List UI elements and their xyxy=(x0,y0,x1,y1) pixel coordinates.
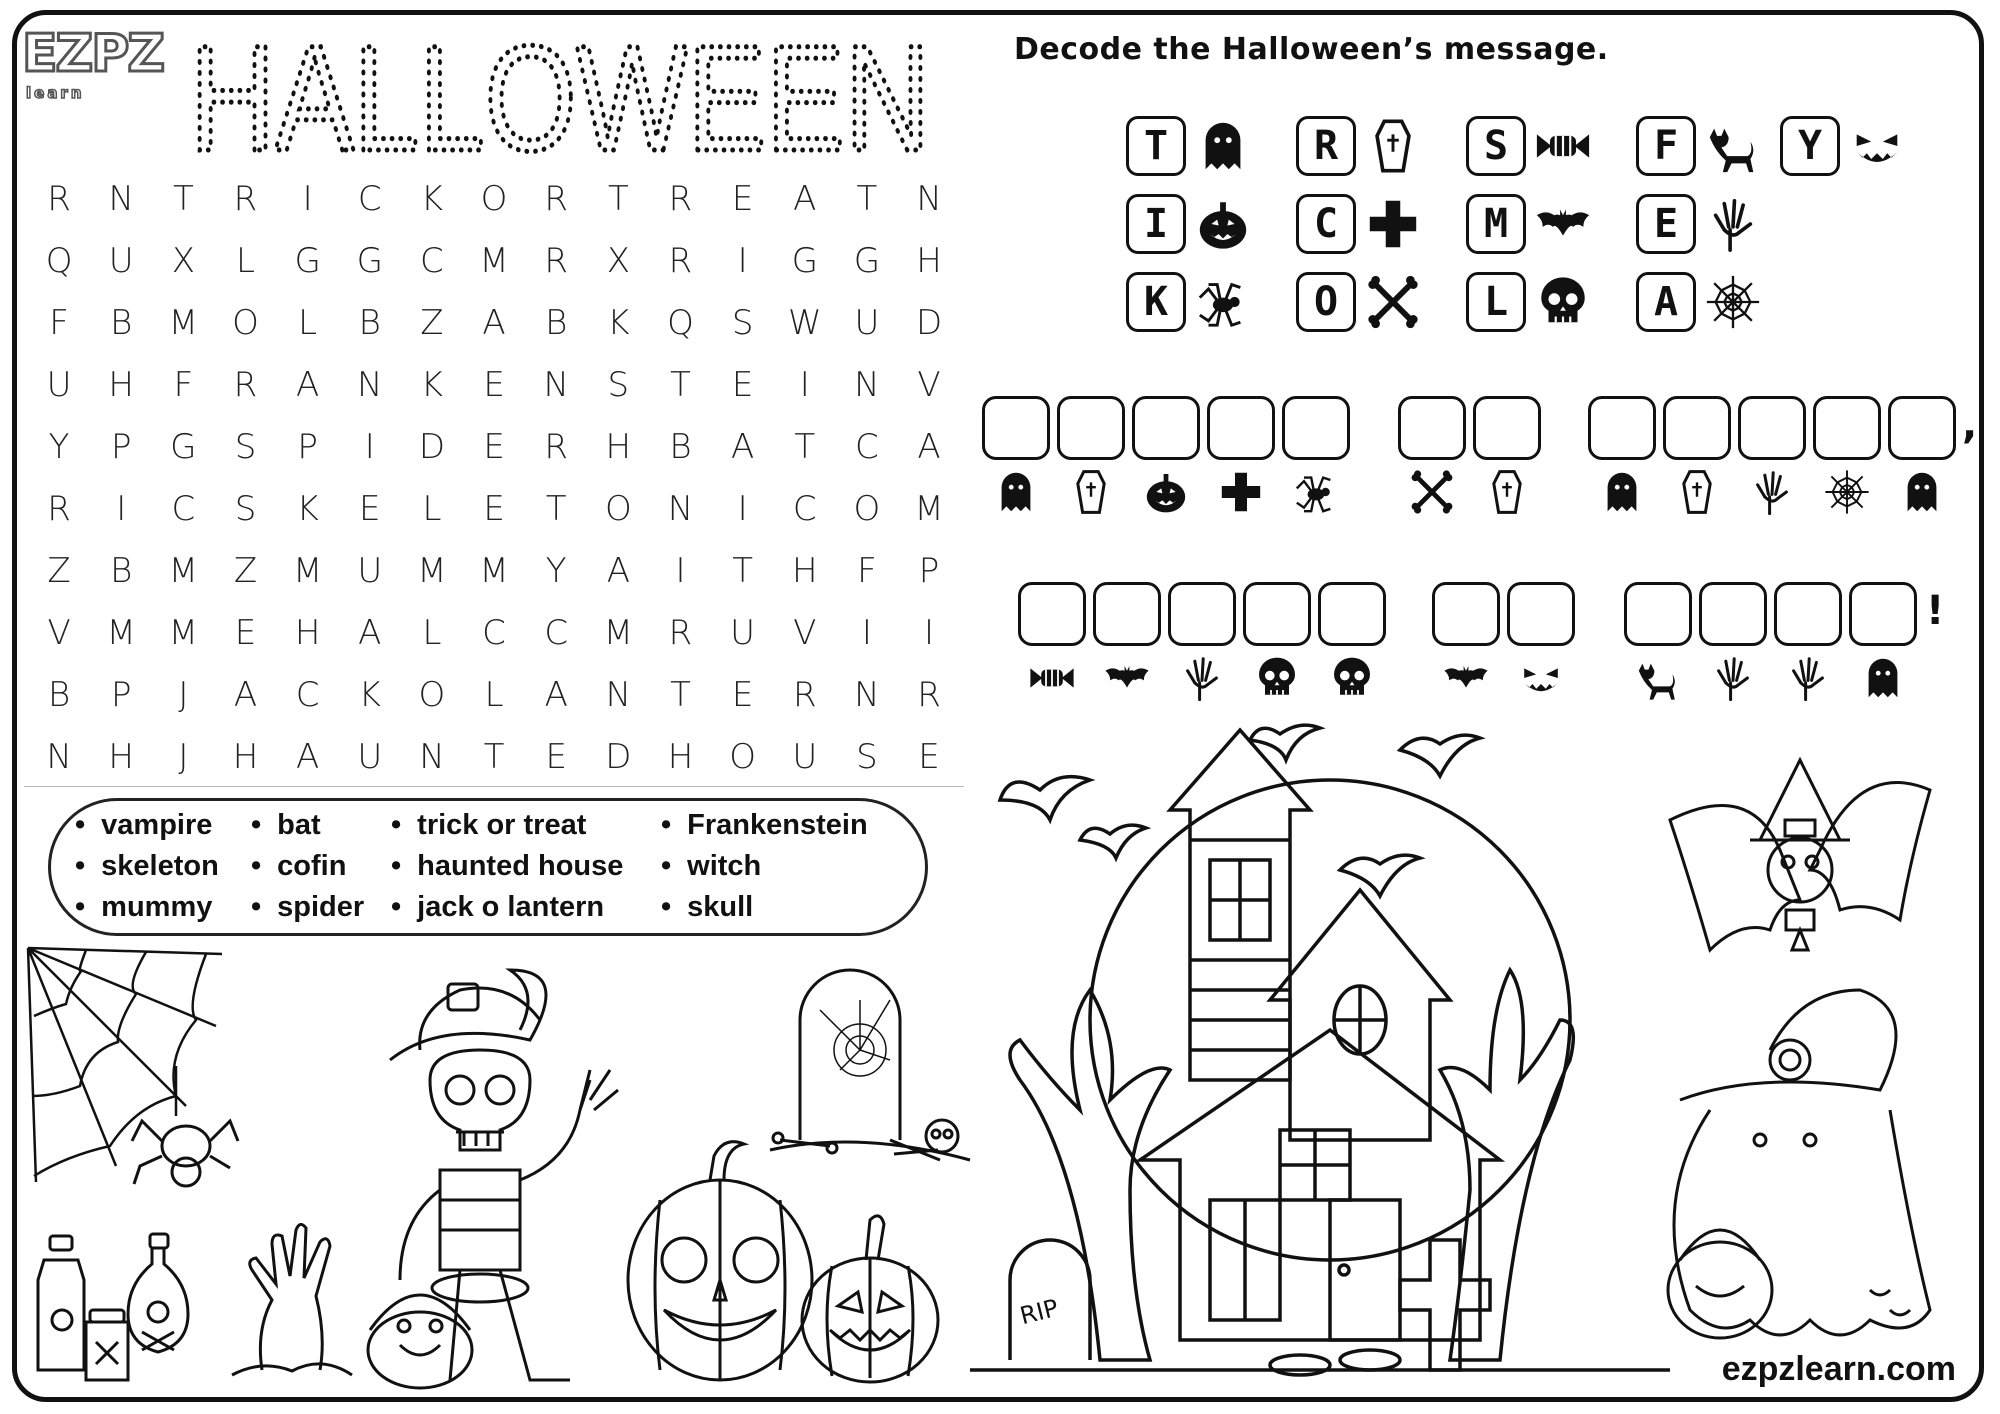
grid-letter[interactable]: M xyxy=(106,613,136,653)
candy-icon xyxy=(1028,654,1076,702)
grid-letter[interactable]: X xyxy=(171,241,195,281)
key-entry xyxy=(1126,272,1252,332)
grid-letter[interactable]: L xyxy=(484,675,504,715)
grid-letter[interactable]: E xyxy=(483,489,505,529)
grid-letter[interactable]: I xyxy=(675,551,686,591)
grid-letter[interactable]: I xyxy=(861,613,872,653)
grid-letter[interactable]: R xyxy=(47,179,71,219)
grid-letter[interactable]: Z xyxy=(47,551,71,591)
key-entry xyxy=(1466,194,1592,254)
grid-letter[interactable]: I xyxy=(737,241,748,281)
grid-letter[interactable]: L xyxy=(422,613,442,653)
grid-letter[interactable]: R xyxy=(544,179,568,219)
message-punctuation: ! xyxy=(1926,588,1945,634)
answer-box[interactable] xyxy=(1282,396,1350,460)
answer-box[interactable] xyxy=(1132,396,1200,460)
grid-letter[interactable]: H xyxy=(667,737,694,777)
key-letter: O xyxy=(1296,272,1356,332)
key-letter: S xyxy=(1466,116,1526,176)
key-letter: Y xyxy=(1780,116,1840,176)
grid-letter[interactable]: D xyxy=(915,303,943,343)
answer-box[interactable] xyxy=(1813,396,1881,460)
grid-letter[interactable]: N xyxy=(916,179,942,219)
grid-letter[interactable]: U xyxy=(357,551,383,591)
grid-letter[interactable]: L xyxy=(298,303,318,343)
grid-letter[interactable]: H xyxy=(916,241,942,281)
key-letter: T xyxy=(1126,116,1186,176)
word-bank-item: • Frankenstein xyxy=(661,809,868,842)
grid-letter[interactable]: U xyxy=(730,613,756,653)
grid-letter[interactable]: A xyxy=(793,179,817,219)
answer-box[interactable] xyxy=(1588,396,1656,460)
grid-letter[interactable]: Y xyxy=(545,551,567,591)
grid-letter[interactable]: E xyxy=(483,365,505,405)
answer-box[interactable] xyxy=(1624,582,1692,646)
answer-box[interactable] xyxy=(1699,582,1767,646)
coffin-icon xyxy=(1067,468,1115,516)
grid-letter[interactable]: R xyxy=(544,241,568,281)
key-entry xyxy=(1126,194,1252,254)
grid-letter[interactable]: U xyxy=(46,365,72,405)
logo-top-text: EZPZ xyxy=(22,24,164,84)
skeleton-hand-icon xyxy=(1784,654,1832,702)
title-text: HALLOWEEN xyxy=(190,14,930,182)
ezpz-logo xyxy=(22,16,164,102)
grid-letter[interactable]: Z xyxy=(420,303,444,343)
cross-icon xyxy=(1217,468,1265,516)
grid-letter[interactable]: S xyxy=(856,737,878,777)
ghost-icon xyxy=(1898,468,1946,516)
key-entry xyxy=(1466,272,1592,332)
grid-letter[interactable]: U xyxy=(357,737,383,777)
answer-box[interactable] xyxy=(1738,396,1806,460)
grid-letter[interactable]: H xyxy=(108,737,134,777)
grid-letter[interactable]: I xyxy=(799,365,810,405)
grid-letter[interactable]: R xyxy=(668,179,693,219)
grid-letter[interactable]: G xyxy=(853,241,881,281)
grid-letter[interactable]: E xyxy=(483,427,505,467)
bat-icon xyxy=(1534,195,1592,253)
grid-letter[interactable]: N xyxy=(605,675,632,715)
grid-letter[interactable]: H xyxy=(294,613,321,653)
grid-row xyxy=(28,478,960,540)
key-letter: E xyxy=(1636,194,1696,254)
grid-letter[interactable]: T xyxy=(607,179,629,219)
grid-letter[interactable]: C xyxy=(171,489,196,529)
spiderweb-icon xyxy=(1823,468,1871,516)
page-title xyxy=(180,14,940,182)
grid-letter[interactable]: M xyxy=(168,303,199,343)
grid-letter[interactable]: A xyxy=(544,675,568,715)
grid-letter[interactable]: C xyxy=(420,241,444,281)
ghost-witch-illustration xyxy=(1640,990,1970,1350)
grid-letter[interactable]: M xyxy=(417,551,447,591)
grid-letter[interactable]: C xyxy=(482,613,506,653)
grid-letter[interactable]: H xyxy=(108,365,134,405)
word-bank-item: • haunted house xyxy=(391,850,623,883)
grid-letter[interactable]: C xyxy=(855,427,879,467)
word-bank-item: • mummy xyxy=(75,891,212,924)
key-letter: F xyxy=(1636,116,1696,176)
grid-letter[interactable]: B xyxy=(669,427,692,467)
grid-letter[interactable]: E xyxy=(918,737,940,777)
grid-letter[interactable]: O xyxy=(418,675,446,715)
grid-letter[interactable]: O xyxy=(232,303,259,343)
grid-letter[interactable]: T xyxy=(670,365,691,405)
key-entry xyxy=(1466,116,1592,176)
grid-row xyxy=(28,540,960,602)
answer-box[interactable] xyxy=(982,396,1050,460)
skull-icon xyxy=(1328,654,1376,702)
grid-row xyxy=(28,664,960,726)
grid-letter[interactable]: G xyxy=(170,427,197,467)
grid-letter[interactable]: K xyxy=(296,489,319,529)
word-bank-item: • witch xyxy=(661,850,761,883)
logo-bottom-text: learn xyxy=(26,84,85,102)
key-entry xyxy=(1296,194,1422,254)
grid-letter[interactable]: R xyxy=(668,613,693,653)
grid-letter[interactable]: R xyxy=(668,241,693,281)
grid-letter[interactable]: S xyxy=(234,489,257,529)
grid-letter[interactable]: C xyxy=(792,489,817,529)
jack-o-lantern-face-icon xyxy=(1517,654,1565,702)
message-punctuation: , xyxy=(1962,402,1978,448)
key-letter: A xyxy=(1636,272,1696,332)
word-bank-item: • spider xyxy=(251,891,364,924)
word-bank-item: • trick or treat xyxy=(391,809,586,842)
grid-letter[interactable]: R xyxy=(544,427,568,467)
key-letter: K xyxy=(1126,272,1186,332)
grid-letter[interactable]: R xyxy=(47,489,71,529)
word-bank xyxy=(48,798,928,936)
answer-box[interactable] xyxy=(1849,582,1917,646)
grid-letter[interactable]: T xyxy=(545,489,567,529)
answer-box[interactable] xyxy=(1243,582,1311,646)
key-entry xyxy=(1636,194,1762,254)
grid-letter[interactable]: G xyxy=(294,241,321,281)
grid-letter[interactable]: P xyxy=(110,427,132,467)
key-entry xyxy=(1126,116,1252,176)
grid-letter[interactable]: O xyxy=(480,179,508,219)
grid-letter[interactable]: M xyxy=(292,551,323,591)
spider-icon xyxy=(1194,273,1252,331)
key-letter: I xyxy=(1126,194,1186,254)
grid-letter[interactable]: T xyxy=(856,179,878,219)
cat-icon xyxy=(1634,654,1682,702)
grid-letter[interactable]: M xyxy=(603,613,633,653)
word-bank-item: • vampire xyxy=(75,809,212,842)
word-search-grid xyxy=(28,168,960,788)
grid-letter[interactable]: D xyxy=(418,427,445,467)
answer-box[interactable] xyxy=(1318,582,1386,646)
grid-letter[interactable]: S xyxy=(731,303,754,343)
grid-letter[interactable]: P xyxy=(110,675,132,715)
grid-letter[interactable]: G xyxy=(356,241,383,281)
grid-row xyxy=(28,230,960,292)
key-entry xyxy=(1780,116,1906,176)
grid-letter[interactable]: A xyxy=(296,365,320,405)
grid-letter[interactable]: H xyxy=(232,737,259,777)
grid-letter[interactable]: A xyxy=(730,427,755,467)
grid-divider xyxy=(24,786,964,787)
word-bank-item: • cofin xyxy=(251,850,346,883)
grid-letter[interactable]: T xyxy=(172,179,194,219)
answer-box[interactable] xyxy=(1663,396,1731,460)
grid-letter[interactable]: A xyxy=(917,427,941,467)
grid-row xyxy=(28,602,960,664)
grid-letter[interactable]: D xyxy=(605,737,632,777)
grid-letter[interactable]: X xyxy=(606,241,630,281)
grid-letter[interactable]: A xyxy=(606,551,630,591)
grid-letter[interactable]: I xyxy=(364,427,375,467)
potion-bottles-illustration xyxy=(30,1230,210,1385)
answer-box[interactable] xyxy=(1093,582,1161,646)
grid-letter[interactable]: R xyxy=(233,179,258,219)
grid-letter[interactable]: P xyxy=(297,427,318,467)
grid-letter[interactable]: B xyxy=(110,551,133,591)
answer-box[interactable] xyxy=(1774,582,1842,646)
cross-icon xyxy=(1364,195,1422,253)
grid-letter[interactable]: R xyxy=(792,675,817,715)
grid-letter[interactable]: N xyxy=(667,489,694,529)
grid-letter[interactable]: A xyxy=(358,613,382,653)
pumpkin-icon xyxy=(1142,468,1190,516)
grid-letter[interactable]: A xyxy=(296,737,320,777)
tombstone-text: RIP xyxy=(1017,1293,1062,1331)
grid-letter[interactable]: E xyxy=(731,365,754,405)
skeleton-hand-icon xyxy=(1178,654,1226,702)
skull-icon xyxy=(1253,654,1301,702)
candy-icon xyxy=(1534,117,1592,175)
grid-letter[interactable]: E xyxy=(234,613,257,653)
grid-letter[interactable]: T xyxy=(670,675,691,715)
answer-box[interactable] xyxy=(1207,396,1275,460)
answer-box[interactable] xyxy=(1398,396,1466,460)
spider-icon xyxy=(1292,468,1340,516)
grid-row xyxy=(28,168,960,230)
key-entry xyxy=(1296,116,1422,176)
grid-letter[interactable]: N xyxy=(357,365,383,405)
skeleton-witch-illustration xyxy=(360,950,660,1390)
grid-letter[interactable]: J xyxy=(178,737,189,777)
haunted-house-illustration xyxy=(970,720,1690,1380)
grid-letter[interactable]: P xyxy=(918,551,940,591)
grid-letter[interactable]: U xyxy=(854,303,880,343)
key-letter: C xyxy=(1296,194,1356,254)
spiderweb-illustration xyxy=(26,946,226,1186)
grid-letter[interactable]: E xyxy=(731,179,754,219)
grid-letter[interactable]: I xyxy=(924,613,935,653)
grid-letter[interactable]: I xyxy=(737,489,748,529)
key-entry xyxy=(1296,272,1422,332)
grid-letter[interactable]: N xyxy=(543,365,569,405)
grid-letter[interactable]: M xyxy=(479,551,509,591)
bat-witch-illustration xyxy=(1650,740,1950,970)
grid-letter[interactable]: Z xyxy=(233,551,258,591)
decode-instruction: Decode the Halloween’s message. xyxy=(1014,32,1609,67)
answer-box[interactable] xyxy=(1473,396,1541,460)
grid-letter[interactable]: N xyxy=(854,675,880,715)
grid-row xyxy=(28,292,960,354)
grid-letter[interactable]: H xyxy=(791,551,818,591)
grid-row xyxy=(28,354,960,416)
grid-letter[interactable]: K xyxy=(607,303,630,343)
skeleton-hand-icon xyxy=(1748,468,1796,516)
coffin-icon xyxy=(1673,468,1721,516)
grid-letter[interactable]: N xyxy=(854,365,880,405)
grid-letter[interactable]: M xyxy=(914,489,944,529)
jack-o-lantern-face-icon xyxy=(1848,117,1906,175)
grid-letter[interactable]: H xyxy=(605,427,632,467)
website-footer: ezpzlearn.com xyxy=(1721,1350,1956,1388)
grid-letter[interactable]: O xyxy=(729,737,756,777)
grid-letter[interactable]: L xyxy=(236,241,255,281)
grid-letter[interactable]: N xyxy=(419,737,445,777)
crossbones-icon xyxy=(1408,468,1456,516)
cat-icon xyxy=(1704,117,1762,175)
key-letter: M xyxy=(1466,194,1526,254)
grid-letter[interactable]: N xyxy=(46,737,72,777)
jack-o-lantern-pair-illustration xyxy=(620,1130,950,1390)
grid-letter[interactable]: V xyxy=(917,365,941,405)
bat-icon xyxy=(1103,654,1151,702)
answer-box[interactable] xyxy=(1168,582,1236,646)
grid-letter[interactable]: B xyxy=(545,303,568,343)
grid-letter[interactable]: K xyxy=(420,365,444,405)
grid-row xyxy=(28,726,960,788)
word-bank-item: • jack o lantern xyxy=(391,891,604,924)
grid-letter[interactable]: B xyxy=(110,303,133,343)
ghost-icon xyxy=(1859,654,1907,702)
grid-letter[interactable]: I xyxy=(116,489,127,529)
grid-letter[interactable]: U xyxy=(108,241,134,281)
grid-letter[interactable]: Q xyxy=(667,303,694,343)
skeleton-hand-icon xyxy=(1709,654,1757,702)
grid-row xyxy=(28,416,960,478)
grid-letter[interactable]: E xyxy=(545,737,567,777)
grid-letter[interactable]: T xyxy=(483,737,505,777)
grid-letter[interactable]: W xyxy=(787,303,822,343)
grid-letter[interactable]: M xyxy=(479,241,509,281)
grid-letter[interactable]: G xyxy=(791,241,818,281)
answer-box[interactable] xyxy=(1432,582,1500,646)
pumpkin-icon xyxy=(1194,195,1252,253)
grid-letter[interactable]: M xyxy=(168,613,199,653)
grid-letter[interactable]: E xyxy=(359,489,381,529)
grid-letter[interactable]: F xyxy=(173,365,194,405)
grid-letter[interactable]: M xyxy=(168,551,199,591)
grid-letter[interactable]: K xyxy=(420,179,444,219)
grid-letter[interactable]: Q xyxy=(45,241,73,281)
grid-letter[interactable]: Y xyxy=(48,427,70,467)
ghost-icon xyxy=(1598,468,1646,516)
coffin-icon xyxy=(1364,117,1422,175)
grid-letter[interactable]: C xyxy=(357,179,382,219)
grid-letter[interactable]: O xyxy=(604,489,632,529)
grid-letter[interactable]: U xyxy=(792,737,818,777)
ghost-icon xyxy=(992,468,1040,516)
answer-box[interactable] xyxy=(1507,582,1575,646)
grid-letter[interactable]: V xyxy=(793,613,817,653)
skull-icon xyxy=(1534,273,1592,331)
bat-icon xyxy=(1442,654,1490,702)
grid-letter[interactable]: A xyxy=(482,303,506,343)
answer-box[interactable] xyxy=(1057,396,1125,460)
grid-letter[interactable]: B xyxy=(358,303,381,343)
spiderweb-icon xyxy=(1704,273,1762,331)
grid-letter[interactable]: T xyxy=(794,427,816,467)
grid-letter[interactable]: O xyxy=(853,489,881,529)
word-bank-item: • skull xyxy=(661,891,753,924)
key-letter: L xyxy=(1466,272,1526,332)
key-letter: R xyxy=(1296,116,1356,176)
word-bank-item: • skeleton xyxy=(75,850,219,883)
grid-letter[interactable]: E xyxy=(731,675,754,715)
grid-letter[interactable]: S xyxy=(234,427,257,467)
grid-letter[interactable]: R xyxy=(233,365,258,405)
grid-letter[interactable]: I xyxy=(302,179,313,219)
grid-letter[interactable]: T xyxy=(732,551,753,591)
grid-letter[interactable]: S xyxy=(607,365,630,405)
key-entry xyxy=(1636,272,1762,332)
ghost-icon xyxy=(1194,117,1252,175)
grid-letter[interactable]: J xyxy=(178,675,189,715)
zombie-hand-illustration xyxy=(232,1190,372,1380)
grid-letter[interactable]: B xyxy=(47,675,71,715)
word-bank-item: • bat xyxy=(251,809,321,842)
skeleton-hand-icon xyxy=(1704,195,1762,253)
grid-letter[interactable]: F xyxy=(857,551,877,591)
grid-letter[interactable]: C xyxy=(295,675,320,715)
key-entry xyxy=(1636,116,1762,176)
crossbones-icon xyxy=(1364,273,1422,331)
coffin-icon xyxy=(1483,468,1531,516)
grid-letter[interactable]: N xyxy=(108,179,134,219)
grid-letter[interactable]: K xyxy=(358,675,381,715)
grid-letter[interactable]: L xyxy=(422,489,442,529)
grid-letter[interactable]: A xyxy=(233,675,258,715)
grid-letter[interactable]: F xyxy=(49,303,69,343)
grid-letter[interactable]: R xyxy=(917,675,941,715)
answer-box[interactable] xyxy=(1018,582,1086,646)
grid-letter[interactable]: V xyxy=(47,613,71,653)
answer-box[interactable] xyxy=(1888,396,1956,460)
grid-letter[interactable]: C xyxy=(544,613,569,653)
